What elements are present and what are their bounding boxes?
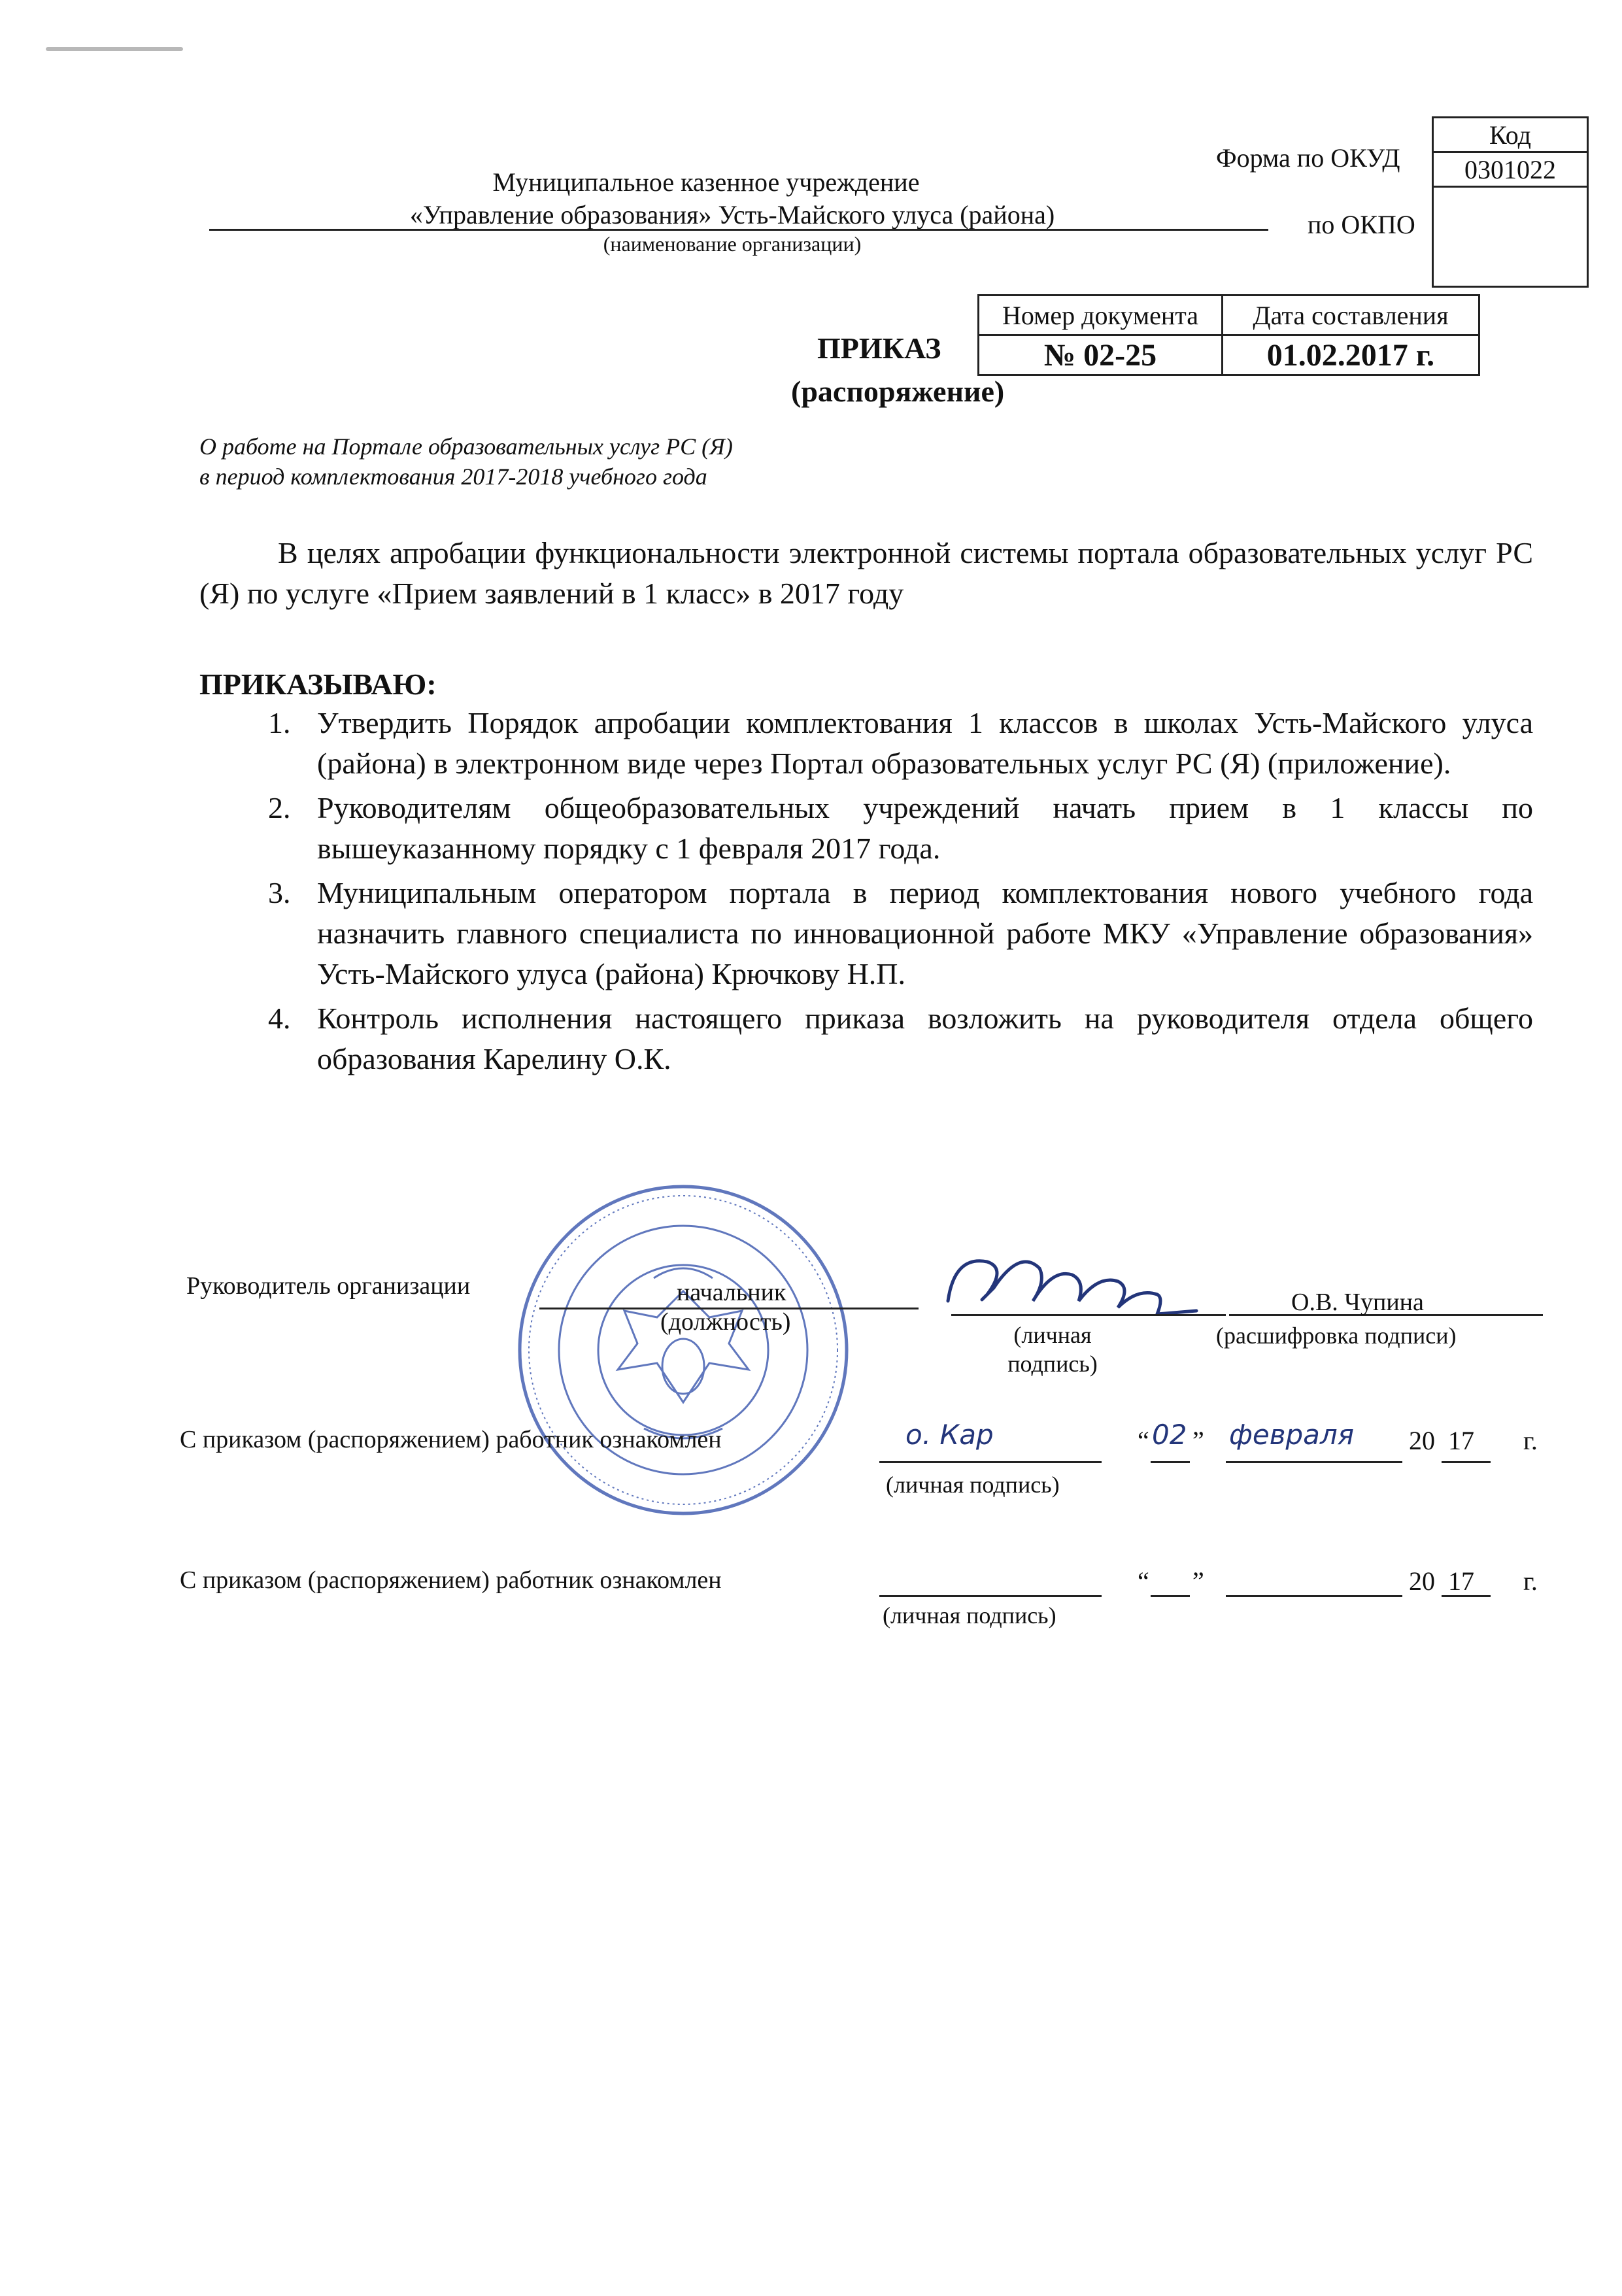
- item-number: 3.: [268, 876, 291, 909]
- doc-number-label: Номер документа: [979, 295, 1223, 335]
- signature-line: [951, 1314, 1226, 1316]
- okud-label: Форма по ОКУД: [1216, 143, 1400, 173]
- org-underline: [209, 229, 1268, 231]
- order-list: [199, 703, 1533, 1083]
- ack-sign-line-2: [879, 1595, 1102, 1597]
- doc-date-value: 01.02.2017 г.: [1223, 335, 1479, 375]
- item-number: 1.: [268, 706, 291, 739]
- signature-caption: (личная подпись): [1007, 1322, 1098, 1377]
- official-stamp-seal: [513, 1180, 853, 1520]
- position-value: начальник: [677, 1279, 786, 1306]
- ack-signature-1: о. Кар: [905, 1419, 994, 1451]
- preamble-paragraph: В целях апробации функциональности электронной системы портала образовательных услуг РС (Я) по услуге «Прием заявлений в 1 класс» в 2017 году: [199, 536, 1533, 610]
- name-caption: (расшифровка подписи): [1216, 1323, 1457, 1349]
- ack-year-prefix-1: 20: [1409, 1426, 1435, 1455]
- doc-subtitle: (распоряжение): [791, 375, 1005, 408]
- item-text: Утвердить Порядок апробации комплектования 1 классов в школах Усть-Майского улуса (района) в электронном виде через Портал образовательных услуг РС (Я) (приложение).: [317, 706, 1533, 780]
- okud-code: 0301022: [1433, 152, 1588, 187]
- ack-month-line-2: [1226, 1595, 1402, 1597]
- list-item: [199, 873, 1533, 994]
- doc-number-value: № 02-25: [979, 335, 1223, 375]
- ack-quote-open-2: “: [1138, 1566, 1149, 1596]
- role-label: Руководитель организации: [186, 1272, 471, 1300]
- handwritten-signature: [935, 1242, 1229, 1321]
- item-text: Муниципальным оператором портала в период комплектования нового учебного года назначить главного специалиста по инновационной работе МКУ «Управление образования» Усть-Майского улуса (района) Крючкову Н.П.: [317, 876, 1533, 990]
- okud-code-box: [1432, 116, 1589, 288]
- ack-month-1: февраля: [1229, 1419, 1355, 1451]
- ack-label-1: С приказом (распоряжением) работник ознакомлен: [180, 1426, 722, 1453]
- item-text: Руководителям общеобразовательных учреждений начать прием в 1 классы по вышеуказанному порядку с 1 февраля 2017 года.: [317, 791, 1533, 865]
- ack-day-1: 02: [1152, 1419, 1187, 1451]
- ack-caption-2: (личная подпись): [883, 1602, 1056, 1629]
- order-heading: ПРИКАЗЫВАЮ:: [199, 667, 437, 701]
- ack-year-suffix-2: 17: [1448, 1566, 1474, 1596]
- subject-line1: О работе на Портале образовательных услуг РС (Я): [199, 433, 733, 460]
- scan-smear: [46, 47, 183, 51]
- item-text: Контроль исполнения настоящего приказа возложить на руководителя отдела общего образования Карелину О.К.: [317, 1002, 1533, 1075]
- ack-day-line-2: [1151, 1595, 1190, 1597]
- okpo-code: [1433, 187, 1588, 287]
- doc-number-table: [977, 294, 1480, 376]
- ack-year-line-2: [1442, 1595, 1491, 1597]
- ack-year-unit-1: г.: [1523, 1426, 1538, 1455]
- item-number: 2.: [268, 791, 291, 824]
- list-item: [199, 788, 1533, 869]
- org-caption: (наименование организации): [603, 232, 862, 256]
- ack-year-prefix-2: 20: [1409, 1566, 1435, 1596]
- subject-line2: в период комплектования 2017-2018 учебного года: [199, 464, 707, 490]
- org-name-line1: Муниципальное казенное учреждение: [492, 167, 920, 197]
- list-item: [199, 998, 1533, 1079]
- ack-caption-1: (личная подпись): [886, 1472, 1060, 1498]
- ack-quote-close-1: ”: [1192, 1426, 1204, 1455]
- doc-title: ПРИКАЗ: [817, 331, 941, 365]
- okpo-label: по ОКПО: [1308, 210, 1415, 239]
- position-caption: (должность): [660, 1308, 791, 1336]
- ack-label-2: С приказом (распоряжением) работник ознакомлен: [180, 1566, 722, 1594]
- ack-year-unit-2: г.: [1523, 1566, 1538, 1596]
- code-label: Код: [1433, 118, 1588, 152]
- list-item: [199, 703, 1533, 784]
- doc-date-label: Дата составления: [1223, 295, 1479, 335]
- ack-year-suffix-1: 17: [1448, 1426, 1474, 1455]
- ack-quote-close-2: ”: [1192, 1566, 1204, 1596]
- ack-month-line-1: [1226, 1461, 1402, 1463]
- ack-year-line-1: [1442, 1461, 1491, 1463]
- ack-quote-open-1: “: [1138, 1426, 1149, 1455]
- doc-subject: [199, 431, 733, 492]
- item-number: 4.: [268, 1002, 291, 1035]
- signer-name: О.В. Чупина: [1291, 1289, 1424, 1316]
- ack-sign-line-1: [879, 1461, 1102, 1463]
- ack-day-line-1: [1151, 1461, 1190, 1463]
- org-name-line2: «Управление образования» Усть-Майского улуса (района): [409, 200, 1055, 229]
